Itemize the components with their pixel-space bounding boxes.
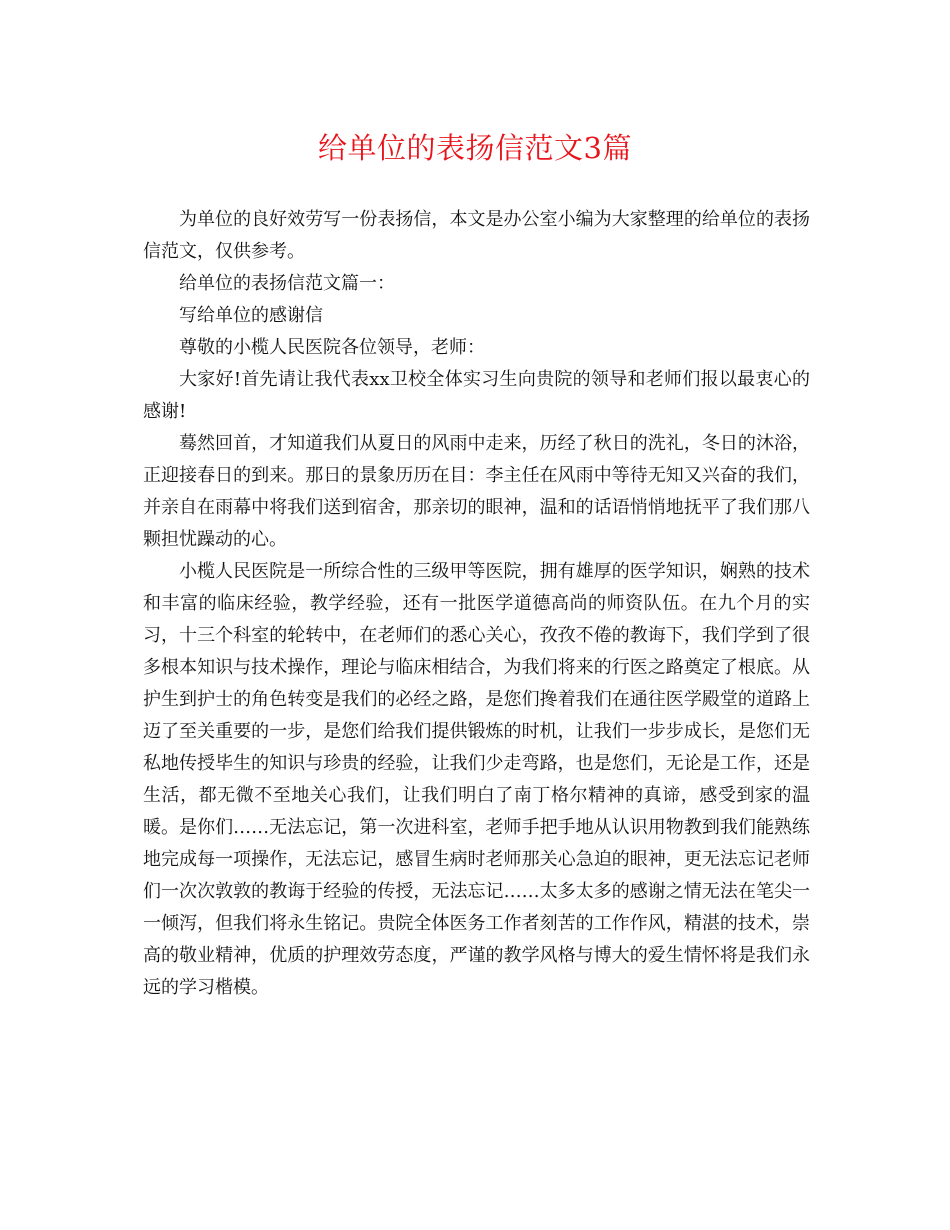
letter-salutation: 尊敬的小榄人民医院各位领导，老师： [179,337,485,358]
document-title: 给单位的表扬信范文3篇 [318,131,632,165]
letter-recollection-paragraph: 蓦然回首，才知道我们从夏日的风雨中走来，历经了秋日的洗礼，冬日的沐浴，正迎接春日的到来。那日的景象历历在目：李主任在风雨中等待无知又兴奋的我们，并亲自在雨幕中将我们送到宿舍，那亲切的眼神，温和的话语悄悄地抚平了我们那八颗担忧躁动的心。 [143,433,810,550]
letter-hospital-paragraph: 小榄人民医院是一所综合性的三级甲等医院，拥有雄厚的医学知识，娴熟的技术和丰富的临床经验，教学经验，还有一批医学道德高尚的师资队伍。在九个月的实习，十三个科室的轮转中，在老师们的悉心关心，孜孜不倦的教诲下，我们学到了很多根本知识与技术操作，理论与临床相结合，为我们将来的行医之路奠定了根底。从护生到护士的角色转变是我们的必经之路，是您们搀着我们在通往医学殿堂的道路上迈了至关重要的一步，是您们给我们提供锻炼的时机，让我们一步步成长，是您们无私地传授毕生的知识与珍贵的经验，让我们少走弯路，也是您们，无论是工作，还是生活，都无微不至地关心我们，让我们明白了南丁格尔精神的真谛，感受到家的温暖。是你们……无法忘记，第一次进科室，老师手把手地从认识用物教到我们能熟练地完成每一项操作，无法忘记，感冒生病时老师那关心急迫的眼神，更无法忘记老师们一次次敦敦的教诲于经验的传授，无法忘记……太多太多的感谢之情无法在笔尖一一倾泻，但我们将永生铭记。贵院全体医务工作者刻苦的工作作风，精湛的技术，崇高的敬业精神，优质的护理效劳态度，严谨的教学风格与博大的爱生情怀将是我们永远的学习楷模。 [143,561,810,998]
letter-subtitle: 写给单位的感谢信 [179,305,323,326]
intro-paragraph: 为单位的良好效劳写一份表扬信，本文是办公室小编为大家整理的给单位的表扬信范文，仅供参考。 [143,209,810,262]
document-body [143,204,810,1004]
sample-one-heading: 给单位的表扬信范文篇一： [179,273,395,294]
letter-greeting-paragraph: 大家好!首先请让我代表xx卫校全体实习生向贵院的领导和老师们报以最衷心的感谢! [143,369,810,422]
